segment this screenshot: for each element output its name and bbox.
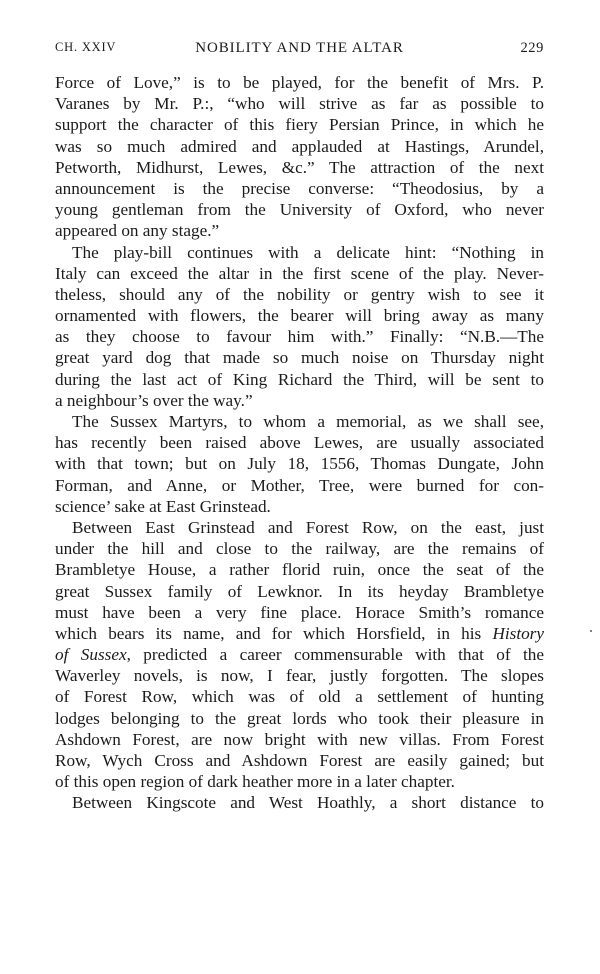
text-line: support the character of this fiery Persian Prince, in which he (55, 115, 544, 135)
text-line: lodges belonging to the great lords who took their pleasure in (55, 708, 544, 728)
stray-ink-mark (590, 630, 592, 632)
text-line: Between East Grinstead and Forest Row, on the east, just (72, 517, 544, 537)
text-line: a neighbour’s over the way.” (55, 390, 253, 410)
page-number: 229 (520, 40, 544, 56)
text-line: ornamented with flowers, the bearer will bring away as many (55, 306, 544, 326)
text-line: which bears its name, and for which Horsfield, in his History (55, 623, 544, 643)
text-line: of Forest Row, which was of old a settlement of hunting (55, 687, 544, 707)
text-line: as they choose to favour him with.” Finally: “N.B.—The (55, 327, 544, 347)
text-line: of Sussex, predicted a career commensurable with that of the (55, 645, 544, 665)
text-line: must have been a very fine place. Horace Smith’s romance (55, 602, 544, 622)
text-line: announcement is the precise converse: “Theodosius, by a (55, 178, 544, 198)
text-line: great yard dog that made so much noise on Thursday night (55, 348, 544, 368)
text-line: of this open region of dark heather more in a later chapter. (55, 772, 455, 792)
text-line: Italy can exceed the altar in the first scene of the play. Never- (55, 263, 544, 283)
text-line: great Sussex family of Lewknor. In its heyday Brambletye (55, 581, 544, 601)
text-line: The play-bill continues with a delicate hint: “Nothing in (72, 242, 544, 262)
text-line: Forman, and Anne, or Mother, Tree, were burned for con- (55, 475, 544, 495)
text-line: under the hill and close to the railway, are the remains of (55, 539, 544, 559)
text-line: has recently been raised above Lewes, are usually associated (55, 433, 544, 453)
chapter-label: CH. XXIV (55, 40, 117, 54)
text-line: Varanes by Mr. P.:, “who will strive as far as possible to (55, 94, 544, 114)
text-line: during the last act of King Richard the Third, will be sent to (55, 369, 544, 389)
text-line: Force of Love,” is to be played, for the benefit of Mrs. P. (55, 73, 544, 92)
running-head (55, 40, 544, 62)
running-title: NOBILITY AND THE ALTAR (195, 40, 404, 56)
text-line: with that town; but on July 18, 1556, Thomas Dungate, John (55, 454, 544, 474)
text-line: Row, Wych Cross and Ashdown Forest are easily gained; but (55, 751, 544, 770)
text-line: Brambletye House, a rather florid ruin, once the seat of the (55, 560, 544, 580)
text-line: theless, should any of the nobility or gentry wish to see it (55, 284, 544, 304)
text-line: appeared on any stage.” (55, 221, 220, 241)
book-page (55, 40, 544, 814)
body-text (55, 72, 544, 814)
text-line: science’ sake at East Grinstead. (55, 496, 271, 516)
text-line: Petworth, Midhurst, Lewes, &c.” The attraction of the next (55, 157, 544, 177)
text-line: Ashdown Forest, are now bright with new villas. From Forest (55, 729, 544, 749)
text-line: The Sussex Martyrs, to whom a memorial, as we shall see, (72, 412, 544, 431)
text-line: Waverley novels, is now, I fear, justly forgotten. The slopes (55, 666, 544, 686)
text-line: was so much admired and applauded at Hastings, Arundel, (55, 136, 544, 156)
text-line: young gentleman from the University of Oxford, who never (55, 200, 544, 220)
text-line: Between Kingscote and West Hoathly, a short distance to (72, 793, 544, 813)
